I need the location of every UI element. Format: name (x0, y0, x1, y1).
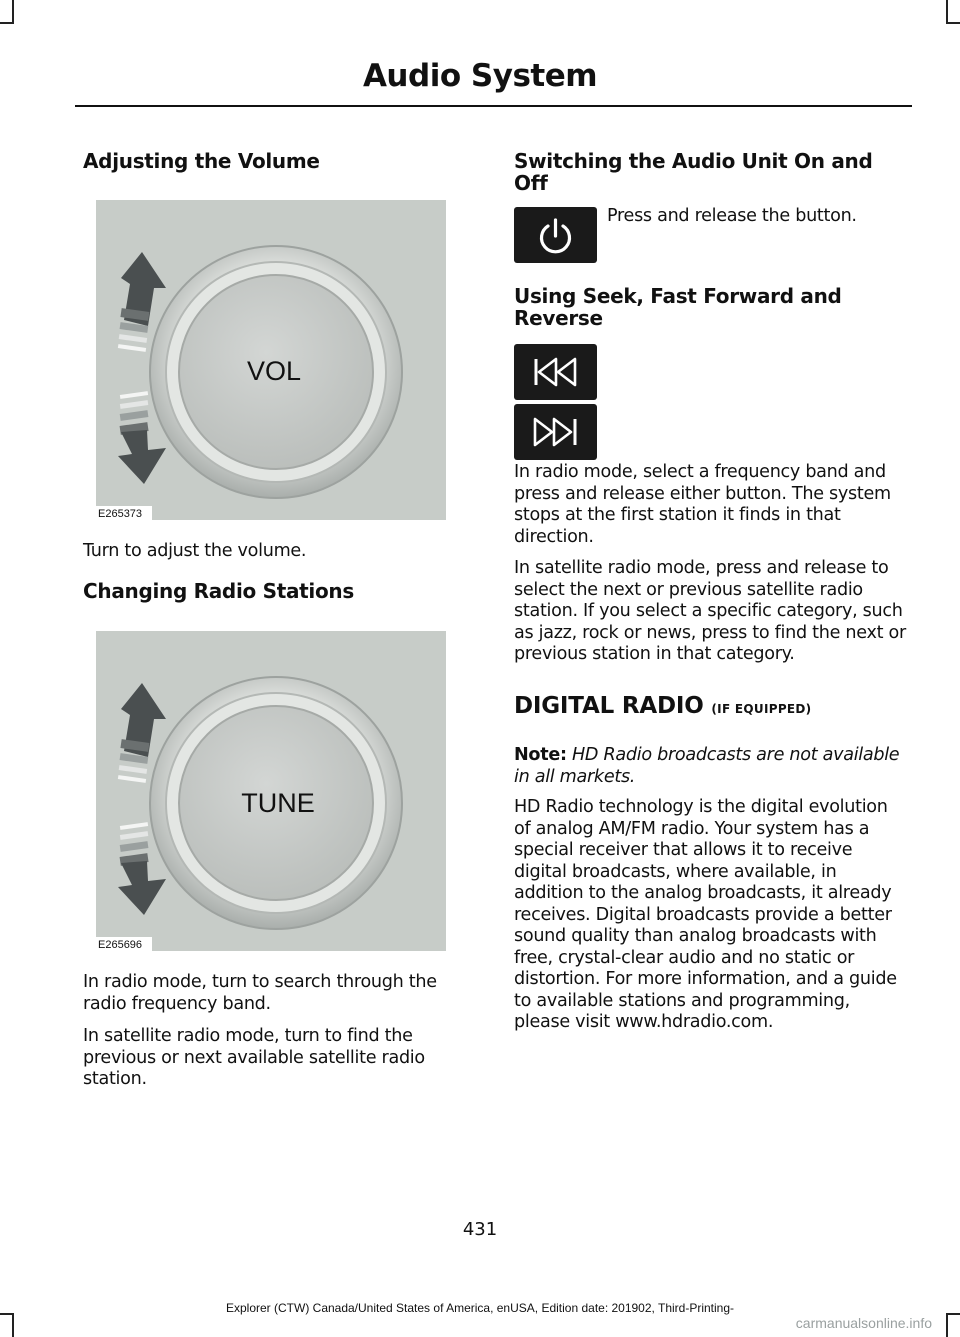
seek-forward-icon (514, 404, 597, 460)
power-button[interactable] (514, 207, 597, 263)
power-text: Press and release the button. (607, 206, 857, 226)
crop-mark (12, 0, 14, 22)
figure-code: E265373 (98, 508, 143, 520)
tune-knob-figure (96, 631, 446, 951)
tune-knob-illustration (96, 631, 446, 951)
power-icon (514, 207, 597, 263)
watermark: carmanualsonline.info (795, 1315, 932, 1331)
seek-forward-button[interactable] (514, 404, 597, 460)
radio-para-2: In satellite radio mode, turn to find the previous or next available satellite radio station. (83, 1026, 425, 1089)
crop-mark (946, 22, 960, 24)
volume-text: Turn to adjust the volume. (83, 541, 307, 561)
figure-code: E265696 (98, 939, 143, 951)
footer-edition: Explorer (CTW) Canada/United States of America, enUSA, Edition date: 201902, Third-Printing- (225, 1301, 735, 1315)
seek-para-1: In radio mode, select a frequency band and press and release either button. The system stops at the first station it finds in that direction. (514, 462, 891, 547)
digital-radio-heading-suffix: (IF EQUIPPED) (711, 702, 812, 716)
note (514, 745, 909, 788)
volume-knob-illustration (96, 200, 446, 520)
crop-mark (946, 0, 948, 22)
volume-knob-figure (96, 200, 446, 520)
power-heading: Switching the Audio Unit On and Off (514, 149, 873, 195)
header-divider (75, 105, 912, 107)
digital-radio-heading-text: DIGITAL RADIO (514, 693, 704, 719)
digital-radio-para: HD Radio technology is the digital evolution of analog AM/FM radio. Your system has a special receiver that allows it to receive digital broadcasts, where available, in addition to the analog broadcasts, it already receives. Digital broadcasts provide a better sound quality than analog broadcasts with free, crystal-clear audio and no static or distortion. For more information, and a guide to available stations and programming, please visit www.hdradio.com. (514, 797, 897, 1032)
page-title: Audio System (362, 58, 598, 94)
page-number: 431 (462, 1219, 498, 1240)
note-label: Note: (514, 745, 567, 765)
radio-heading: Changing Radio Stations (83, 579, 354, 603)
knob-label: VOL (246, 356, 302, 386)
seek-para-2: In satellite radio mode, press and release to select the next or previous satellite radio station. If you select a specific category, such as jazz, rock or news, press to find the next or previous station in that category. (514, 558, 906, 664)
digital-radio-heading (514, 693, 909, 719)
volume-heading: Adjusting the Volume (83, 149, 320, 173)
note-text: HD Radio broadcasts are not available in all markets. (514, 745, 900, 787)
seek-heading: Using Seek, Fast Forward and Reverse (514, 284, 842, 330)
seek-back-icon (514, 344, 597, 400)
crop-mark (0, 22, 14, 24)
crop-mark (12, 1315, 14, 1337)
radio-para-1: In radio mode, turn to search through the radio frequency band. (83, 972, 437, 1014)
crop-mark (946, 1315, 948, 1337)
seek-back-button[interactable] (514, 344, 597, 400)
knob-label: TUNE (241, 788, 315, 818)
